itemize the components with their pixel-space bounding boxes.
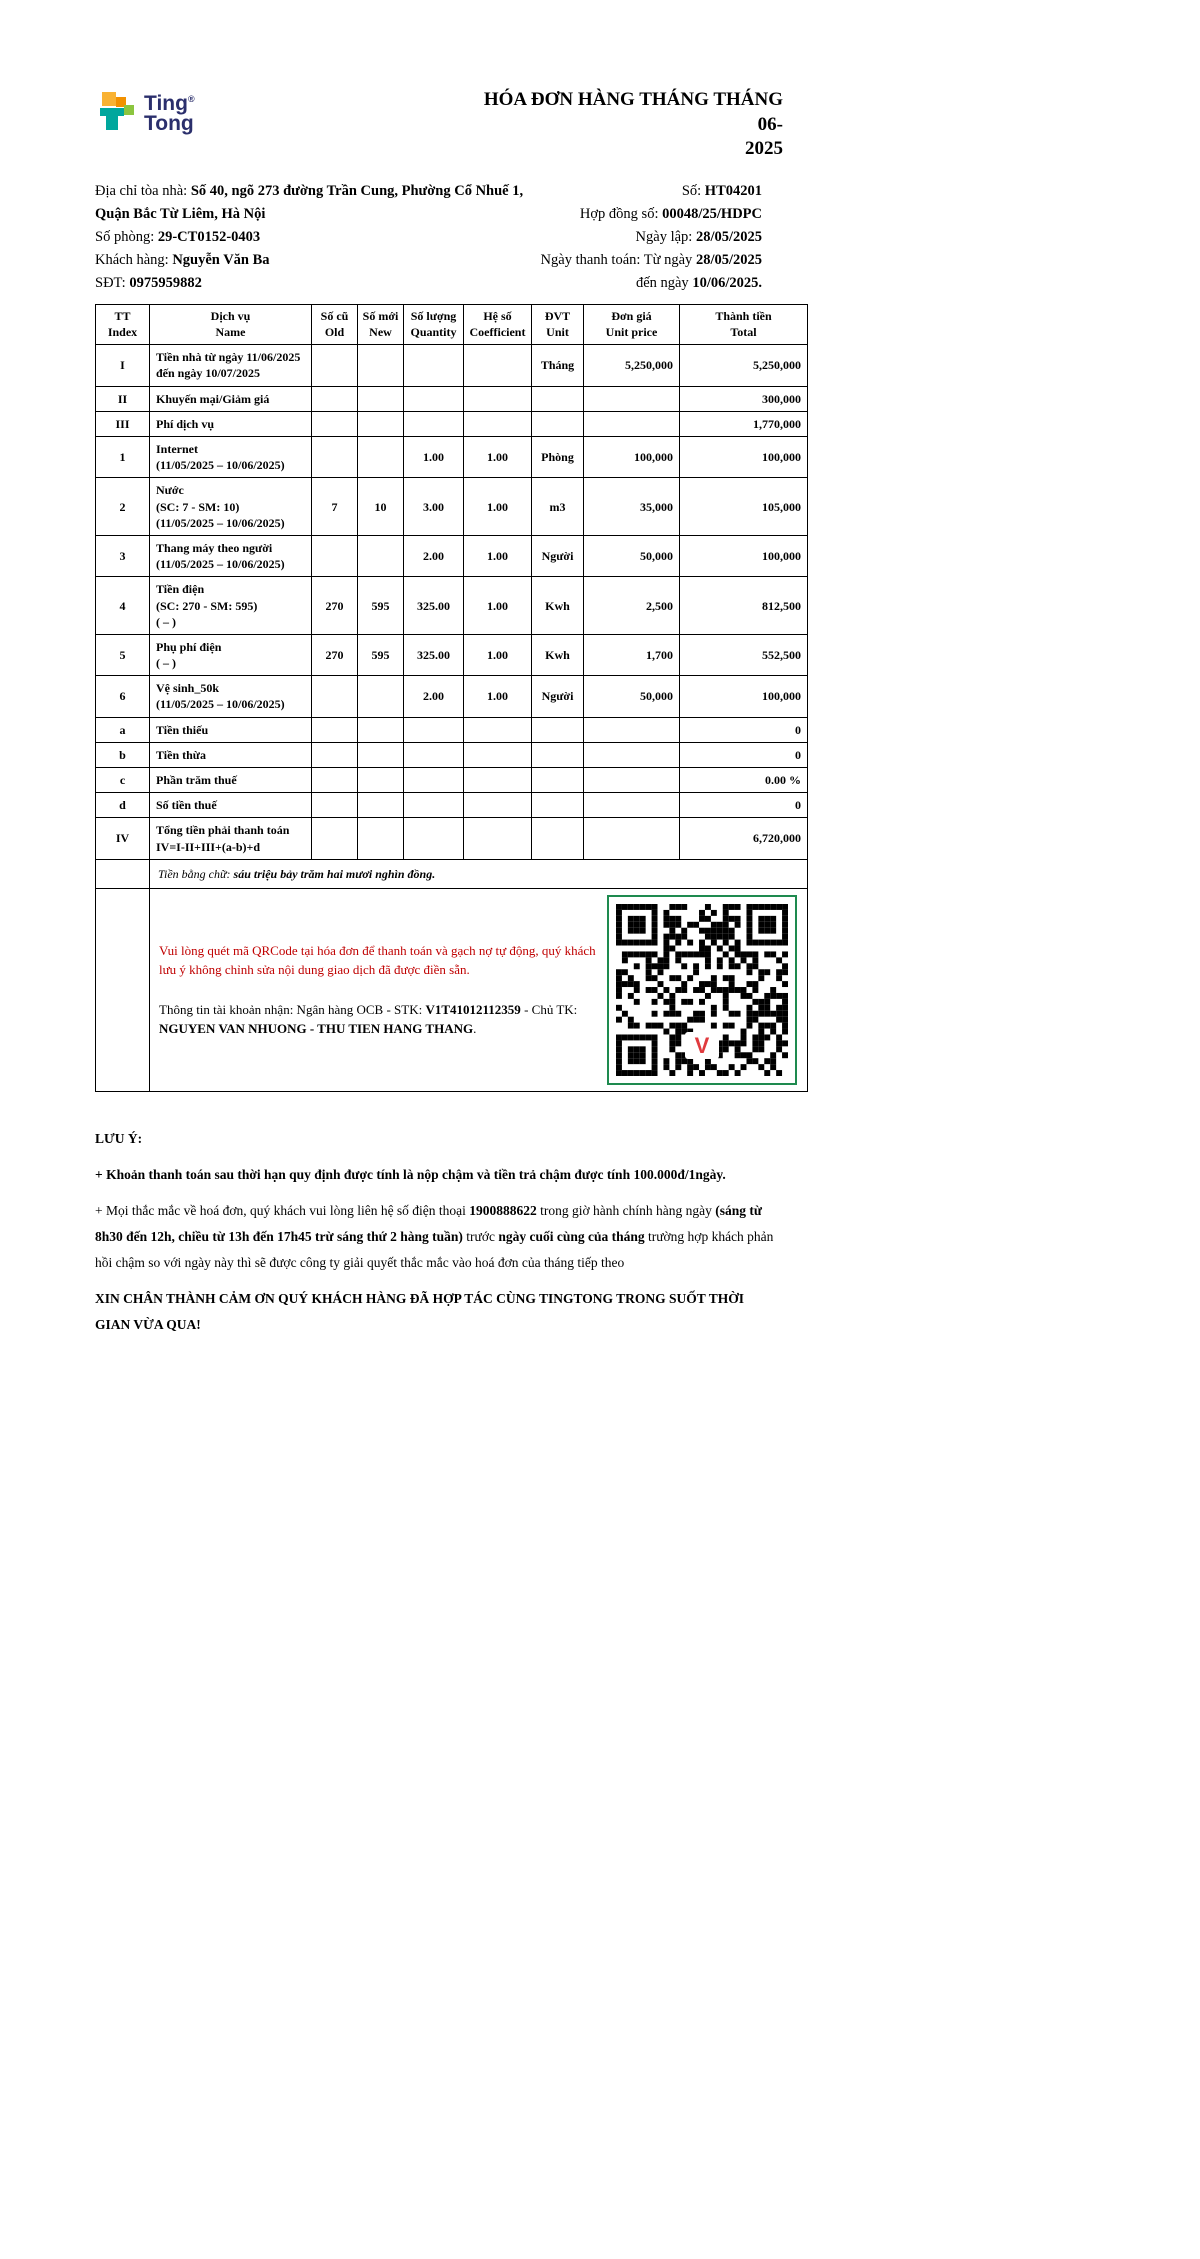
cell-price: [584, 386, 680, 411]
cell-unit: [532, 386, 584, 411]
service-name-line: Tiền điện: [156, 582, 205, 597]
text-segment: Thông tin tài khoản nhận: Ngân hàng OCB - STK:: [159, 1001, 426, 1017]
table-row: [96, 437, 808, 478]
cell-unit: Kwh: [532, 634, 584, 675]
cell-unit: [532, 793, 584, 818]
text-segment: Địa chỉ tòa nhà:: [95, 183, 191, 200]
bank-account-info: [159, 1000, 603, 1039]
cell-new: [358, 535, 404, 576]
cell-qty: [404, 717, 464, 742]
note-late-payment: [95, 1162, 775, 1188]
text-segment: 29-CT0152-0403: [157, 229, 261, 246]
footer-notes: [95, 1126, 775, 1338]
table-row: [96, 478, 808, 536]
column-header-line: Hệ số: [483, 309, 512, 324]
registered-mark-icon: ®: [187, 94, 195, 105]
amount-in-words-row: [96, 859, 808, 888]
cell-old: [312, 768, 358, 793]
cell-new: [358, 717, 404, 742]
text-segment: Tiền bằng chữ:: [158, 866, 234, 881]
table-row: [96, 345, 808, 386]
service-name-line: Internet: [156, 442, 198, 456]
payment-period-line: [532, 249, 762, 295]
text-segment: Ngày lập:: [635, 229, 696, 246]
column-header-line: Số mới: [362, 309, 399, 324]
tingtong-pixel-icon: [95, 92, 135, 136]
service-name-line: Số tiền thuế: [156, 798, 217, 813]
column-header-line: Thành tiền: [715, 309, 772, 324]
text-segment: .: [473, 1021, 477, 1037]
cell-coef: [464, 818, 532, 859]
tingtong-logo: [95, 92, 195, 136]
service-name-line: đến ngày 10/07/2025: [156, 366, 261, 381]
building-address-line: [95, 180, 532, 226]
cell-index: b: [96, 742, 150, 767]
cell-new: [358, 345, 404, 386]
cell-name: [150, 742, 312, 767]
invoice-title-line2: 2025: [745, 138, 783, 160]
cell-new: [358, 793, 404, 818]
contract-number-line: [532, 203, 762, 226]
cell-qty: [404, 345, 464, 386]
cell-index: c: [96, 768, 150, 793]
invoice-header: [95, 88, 807, 162]
table-row: [96, 577, 808, 635]
text-segment: Nguyễn Văn Ba: [172, 252, 270, 269]
column-header: [584, 305, 680, 345]
service-name-line: Phần trăm thuế: [156, 773, 237, 787]
issue-date-line: [532, 226, 762, 249]
logo-word-tong: Tong: [144, 112, 194, 135]
table-row: [96, 386, 808, 411]
cell-coef: [464, 717, 532, 742]
cell-total: 1,770,000: [680, 411, 808, 436]
text-segment: XIN CHÂN THÀNH CẢM ƠN QUÝ KHÁCH HÀNG ĐÃ HỢP TÁC CÙNG TINGTONG TRONG SUỐT THỜI GIAN VỪA QUA!: [95, 1290, 744, 1332]
service-name-line: (SC: 7 - SM: 10): [156, 499, 240, 514]
cell-qty: [404, 386, 464, 411]
cell-total: 100,000: [680, 676, 808, 717]
cell-index: 6: [96, 676, 150, 717]
cell-unit: m3: [532, 478, 584, 536]
qr-warning-text: [159, 941, 603, 980]
invoice-title: [472, 88, 807, 162]
invoice-table-extra: [96, 859, 808, 1091]
cell-index: 3: [96, 535, 150, 576]
column-header-line: Unit price: [605, 324, 658, 339]
cell-total: 0: [680, 793, 808, 818]
room-number-line: [95, 226, 532, 249]
cell-coef: [464, 793, 532, 818]
cell-qty: 1.00: [404, 437, 464, 478]
cell-index: 2: [96, 478, 150, 536]
cell-old: [312, 818, 358, 859]
text-segment: Hợp đồng số:: [579, 206, 663, 223]
text-segment: trường hợp khách phản hồi chậm so với ngày này thì sẽ được công ty giải quyết thắc mắc vào hoá đơn của tháng tiếp theo: [95, 1228, 774, 1270]
invoice-table: [95, 304, 808, 1092]
cell-qty: [404, 818, 464, 859]
cell-price: [584, 411, 680, 436]
cell-total: 105,000: [680, 478, 808, 536]
cell-unit: [532, 742, 584, 767]
text-segment: 28/05/2025: [695, 252, 762, 269]
cell-unit: Phòng: [532, 437, 584, 478]
column-header: [358, 305, 404, 345]
cell-old: 270: [312, 634, 358, 675]
cell-old: 270: [312, 577, 358, 635]
column-header-line: Quantity: [410, 324, 457, 339]
cell-coef: [464, 386, 532, 411]
table-row: [96, 634, 808, 675]
column-header-line: Số lượng: [410, 309, 457, 324]
cell-name: [150, 768, 312, 793]
cell-old: [312, 676, 358, 717]
text-segment: - Chủ TK:: [520, 1001, 578, 1017]
service-name-line: (11/05/2025 – 10/06/2025): [156, 515, 285, 530]
cell-old: [312, 411, 358, 436]
cell-unit: Người: [532, 535, 584, 576]
cell-old: 7: [312, 478, 358, 536]
cell-price: 100,000: [584, 437, 680, 478]
table-row: [96, 717, 808, 742]
cell-coef: 1.00: [464, 634, 532, 675]
service-name-line: Tổng tiền phải thanh toán: [156, 823, 290, 838]
column-header-line: TT: [114, 309, 131, 324]
logo-word-ting: [144, 94, 195, 114]
text-segment: SĐT:: [95, 275, 130, 292]
service-name-line: (SC: 270 - SM: 595): [156, 598, 258, 613]
cell-unit: Người: [532, 676, 584, 717]
text-segment: + Mọi thắc mắc về hoá đơn, quý khách vui lòng liên hệ số điện thoại: [95, 1202, 470, 1218]
service-name-line: Phí dịch vụ: [156, 416, 215, 431]
cell-index: I: [96, 345, 150, 386]
cell-coef: 1.00: [464, 577, 532, 635]
table-row: [96, 768, 808, 793]
cell-index: d: [96, 793, 150, 818]
text-segment: V1T41012112359: [425, 1001, 521, 1017]
table-row: [96, 535, 808, 576]
column-header: [532, 305, 584, 345]
cell-total: 552,500: [680, 634, 808, 675]
cell-total: 812,500: [680, 577, 808, 635]
qr-section: [150, 888, 808, 1091]
cell-name: [150, 411, 312, 436]
cell-name: [150, 676, 312, 717]
cell-qty: 3.00: [404, 478, 464, 536]
table-row: [96, 818, 808, 859]
cell-new: 10: [358, 478, 404, 536]
cell-coef: 1.00: [464, 437, 532, 478]
text-segment: 0975959882: [129, 275, 202, 292]
amount-in-words: [150, 859, 808, 888]
column-header-line: Unit: [546, 324, 569, 339]
cell-coef: [464, 768, 532, 793]
service-name-line: (11/05/2025 – 10/06/2025): [156, 557, 285, 572]
text-segment: Số:: [681, 183, 705, 200]
cell-new: [358, 386, 404, 411]
service-name-line: Nước: [156, 483, 184, 498]
service-name-line: Vệ sinh_50k: [156, 681, 220, 696]
text-segment: (sáng từ 8h30 đến 12h, chiều từ 13h đến 17h45 trừ sáng thứ 2 hàng tuần): [95, 1202, 763, 1244]
cell-price: [584, 768, 680, 793]
text-segment: Vui lòng quét mã QRCode tại hóa đơn để thanh toán và gạch nợ tự động, quý khách lưu ý không chỉnh sửa nội dung giao dịch đã được điền sẵn.: [159, 942, 596, 978]
cell-new: [358, 411, 404, 436]
cell-coef: 1.00: [464, 535, 532, 576]
column-header-line: Total: [730, 324, 757, 339]
text-segment: + Khoản thanh toán sau thời hạn quy định được tính là nộp chậm và tiền trả chậm được tính 100.000đ/1ngày.: [95, 1166, 726, 1182]
service-name-line: ( – ): [156, 614, 176, 629]
cell-qty: [404, 742, 464, 767]
cell-name: [150, 634, 312, 675]
text-segment: Khách hàng:: [95, 252, 173, 269]
notes-heading: LƯU Ý:: [95, 1130, 143, 1146]
phone-line: [95, 272, 532, 295]
cell-name: [150, 386, 312, 411]
cell-new: 595: [358, 634, 404, 675]
cell-old: [312, 386, 358, 411]
column-header-line: ĐVT: [544, 309, 571, 324]
service-name-line: (11/05/2025 – 10/06/2025): [156, 697, 285, 712]
column-header: [680, 305, 808, 345]
cell-qty: [404, 793, 464, 818]
cell-total: 100,000: [680, 437, 808, 478]
empty-cell: [96, 888, 150, 1091]
cell-name: [150, 345, 312, 386]
column-header: [150, 305, 312, 345]
column-header-line: Name: [215, 324, 246, 339]
service-name-line: Thang máy theo người: [156, 540, 273, 555]
cell-coef: 1.00: [464, 478, 532, 536]
vietqr-v-icon: V: [685, 1032, 719, 1059]
cell-old: [312, 345, 358, 386]
column-header-line: Số cũ: [320, 309, 349, 324]
invoice-table-header-row: [96, 305, 808, 345]
column-header-line: New: [369, 324, 392, 339]
cell-unit: [532, 717, 584, 742]
column-header: [96, 305, 150, 345]
cell-price: 50,000: [584, 535, 680, 576]
closing-thanks: [95, 1286, 775, 1338]
cell-new: 595: [358, 577, 404, 635]
cell-total: 0: [680, 717, 808, 742]
service-name-line: Khuyến mại/Giảm giá: [156, 391, 270, 406]
cell-total: 5,250,000: [680, 345, 808, 386]
invoice-table-head: [96, 305, 808, 345]
note-contact: [95, 1198, 775, 1276]
service-name-line: (11/05/2025 – 10/06/2025): [156, 458, 285, 473]
cell-unit: Kwh: [532, 577, 584, 635]
text-segment: Ngày thanh toán: Từ ngày: [540, 252, 696, 269]
column-header-line: Coefficient: [469, 324, 526, 339]
cell-price: 50,000: [584, 676, 680, 717]
invoice-title-line1: HÓA ĐƠN HÀNG THÁNG THÁNG 06-: [483, 89, 783, 135]
cell-total: 300,000: [680, 386, 808, 411]
cell-price: [584, 742, 680, 767]
table-row: [96, 411, 808, 436]
cell-old: [312, 535, 358, 576]
text-segment: 10/06/2025.: [692, 275, 762, 292]
cell-coef: [464, 411, 532, 436]
column-header: [404, 305, 464, 345]
qr-code: [607, 895, 797, 1085]
cell-old: [312, 793, 358, 818]
service-name-line: Tiền nhà từ ngày 11/06/2025: [156, 350, 301, 365]
cell-qty: [404, 768, 464, 793]
info-left-column: [95, 180, 532, 295]
cell-index: 5: [96, 634, 150, 675]
text-segment: trong giờ hành chính hàng ngày: [536, 1202, 716, 1218]
invoice-table-body: [96, 345, 808, 860]
logo-ting-text: Ting: [144, 92, 188, 116]
cell-price: [584, 717, 680, 742]
service-name-line: IV=I-II+III+(a-b)+d: [156, 839, 261, 854]
text-segment: sáu triệu bảy trăm hai mươi nghìn đồng.: [233, 866, 436, 881]
text-segment: NGUYEN VAN NHUONG - THU TIEN HANG THANG: [159, 1021, 474, 1037]
customer-name-line: [95, 249, 532, 272]
qr-instructions: [156, 941, 603, 1039]
invoice-info: [95, 180, 807, 295]
qr-row: [96, 888, 808, 1091]
cell-name: [150, 717, 312, 742]
text-segment: 28/05/2025: [695, 229, 762, 246]
cell-index: III: [96, 411, 150, 436]
cell-total: 100,000: [680, 535, 808, 576]
table-row: [96, 742, 808, 767]
cell-price: 35,000: [584, 478, 680, 536]
empty-cell: [96, 859, 150, 888]
cell-new: [358, 768, 404, 793]
logo-wordmark: [144, 94, 195, 134]
cell-name: [150, 818, 312, 859]
text-segment: HT04201: [704, 183, 762, 200]
invoice-page: [95, 88, 807, 1348]
cell-name: [150, 577, 312, 635]
table-row: [96, 676, 808, 717]
service-name-line: ( – ): [156, 656, 176, 671]
cell-new: [358, 437, 404, 478]
cell-total: 6,720,000: [680, 818, 808, 859]
cell-price: 1,700: [584, 634, 680, 675]
cell-coef: [464, 345, 532, 386]
cell-qty: 2.00: [404, 676, 464, 717]
cell-old: [312, 437, 358, 478]
cell-new: [358, 742, 404, 767]
text-segment: Số 40, ngõ 273 đường Trần Cung, Phường Cổ Nhuế 1, Quận Bắc Từ Liêm, Hà Nội: [95, 183, 524, 223]
text-segment: 1900888622: [469, 1202, 537, 1218]
cell-new: [358, 676, 404, 717]
cell-qty: [404, 411, 464, 436]
cell-name: [150, 535, 312, 576]
column-header: [464, 305, 532, 345]
cell-unit: Tháng: [532, 345, 584, 386]
cell-qty: 325.00: [404, 634, 464, 675]
cell-coef: 1.00: [464, 676, 532, 717]
invoice-number-line: [532, 180, 762, 203]
service-name-line: Tiền thừa: [156, 747, 206, 762]
info-right-column: [532, 180, 807, 295]
column-header: [312, 305, 358, 345]
cell-unit: [532, 818, 584, 859]
cell-index: a: [96, 717, 150, 742]
cell-unit: [532, 768, 584, 793]
cell-index: 4: [96, 577, 150, 635]
service-name-line: Tiền thiếu: [156, 722, 209, 737]
column-header-line: Index: [107, 324, 138, 339]
column-header-line: Đơn giá: [611, 309, 652, 324]
cell-name: [150, 437, 312, 478]
cell-coef: [464, 742, 532, 767]
cell-total: 0.00 %: [680, 768, 808, 793]
cell-price: 2,500: [584, 577, 680, 635]
cell-name: [150, 793, 312, 818]
cell-price: 5,250,000: [584, 345, 680, 386]
service-name-line: Phụ phí điện: [156, 639, 222, 654]
cell-price: [584, 818, 680, 859]
cell-index: 1: [96, 437, 150, 478]
cell-total: 0: [680, 742, 808, 767]
column-header-line: Old: [324, 324, 345, 339]
cell-old: [312, 717, 358, 742]
cell-qty: 2.00: [404, 535, 464, 576]
text-segment: ngày cuối cùng của tháng: [498, 1228, 645, 1244]
cell-unit: [532, 411, 584, 436]
text-segment: trước: [462, 1228, 499, 1244]
cell-index: II: [96, 386, 150, 411]
text-segment: đến ngày: [635, 275, 693, 292]
cell-index: IV: [96, 818, 150, 859]
column-header-line: Dịch vụ: [210, 309, 251, 324]
table-row: [96, 793, 808, 818]
cell-qty: 325.00: [404, 577, 464, 635]
cell-old: [312, 742, 358, 767]
cell-name: [150, 478, 312, 536]
cell-new: [358, 818, 404, 859]
text-segment: Số phòng:: [95, 229, 158, 246]
text-segment: 00048/25/HDPC: [662, 206, 762, 223]
cell-price: [584, 793, 680, 818]
